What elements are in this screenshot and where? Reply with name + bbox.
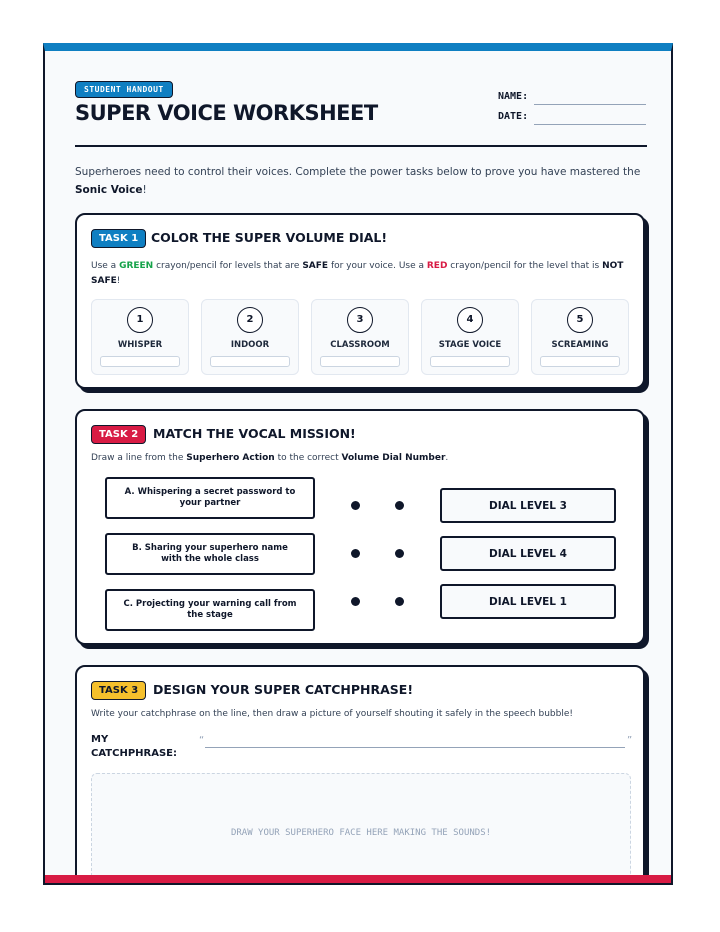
task1-card: [75, 213, 645, 389]
dial-label: WHISPER: [117, 340, 163, 350]
task1-badge: TASK 1: [91, 229, 146, 248]
dial-level-3: [311, 299, 409, 375]
task1-instructions: Use a GREEN crayon/pencil for levels that are SAFE for your voice. Use a RED crayon/pencil for the level that is NOT SAFE!: [91, 261, 624, 286]
action-card-b: B. Sharing your superhero name with the whole class: [105, 533, 315, 575]
match-dot-left-a[interactable]: [351, 501, 360, 510]
dial-level-1: [91, 299, 189, 375]
color-box[interactable]: [430, 356, 510, 367]
open-quote-mark: “: [199, 735, 205, 746]
catchphrase-label: MY CATCHPHRASE:: [91, 734, 178, 759]
dial-number: 1: [127, 307, 153, 333]
match-dot-left-c[interactable]: [351, 597, 360, 606]
dial-label: STAGE VOICE: [438, 340, 502, 350]
task2-instructions: Draw a line from the Superhero Action to the correct Volume Dial Number.: [91, 453, 449, 463]
dial-number: 4: [457, 307, 483, 333]
dial-number: 2: [237, 307, 263, 333]
dial-level-box-1: DIAL LEVEL 3: [440, 488, 616, 523]
match-dot-right-3[interactable]: [395, 597, 404, 606]
task3-badge: TASK 3: [91, 681, 146, 700]
task2-card: [75, 409, 645, 645]
match-dot-right-2[interactable]: [395, 549, 404, 558]
dial-level-box-3: DIAL LEVEL 1: [440, 584, 616, 619]
color-box[interactable]: [210, 356, 290, 367]
close-quote-mark: ”: [627, 735, 633, 746]
drawing-prompt: DRAW YOUR SUPERHERO FACE HERE MAKING THE SOUNDS!: [230, 828, 492, 838]
header-divider: [75, 145, 647, 147]
name-field[interactable]: [534, 103, 646, 105]
task3-card: [75, 665, 645, 885]
task3-title: DESIGN YOUR SUPER CATCHPHRASE!: [153, 682, 414, 697]
action-card-a: A. Whispering a secret password to your partner: [105, 477, 315, 519]
task2-badge: TASK 2: [91, 425, 146, 444]
student-handout-badge: STUDENT HANDOUT: [75, 81, 173, 98]
drawing-area[interactable]: [91, 773, 631, 885]
dial-label: CLASSROOM: [330, 340, 390, 350]
action-card-c: C. Projecting your warning call from the stage: [105, 589, 315, 631]
dial-level-4: [421, 299, 519, 375]
task1-title: COLOR THE SUPER VOLUME DIAL!: [151, 230, 388, 245]
task2-title: MATCH THE VOCAL MISSION!: [153, 426, 356, 441]
color-box[interactable]: [320, 356, 400, 367]
page-title: SUPER VOICE WORKSHEET: [75, 101, 378, 125]
date-label: DATE:: [498, 111, 529, 122]
dial-number: 5: [567, 307, 593, 333]
intro-paragraph: Superheroes need to control their voices. Complete the power tasks below to prove you have mastered the Sonic Voice!: [75, 166, 641, 196]
worksheet-page: [43, 43, 673, 885]
match-dot-right-1[interactable]: [395, 501, 404, 510]
bottom-accent-bar: [45, 875, 671, 883]
dial-level-5: [531, 299, 629, 375]
dial-number: 3: [347, 307, 373, 333]
match-dot-left-b[interactable]: [351, 549, 360, 558]
dial-label: INDOOR: [230, 340, 270, 350]
dial-label: SCREAMING: [551, 340, 609, 350]
catchphrase-line[interactable]: [205, 747, 625, 748]
color-box[interactable]: [540, 356, 620, 367]
color-box[interactable]: [100, 356, 180, 367]
dial-level-2: [201, 299, 299, 375]
task3-instructions: Write your catchphrase on the line, then draw a picture of yourself shouting it safely in the speech bubble!: [91, 709, 574, 719]
date-field[interactable]: [534, 123, 646, 125]
dial-level-box-2: DIAL LEVEL 4: [440, 536, 616, 571]
name-label: NAME:: [498, 91, 529, 102]
